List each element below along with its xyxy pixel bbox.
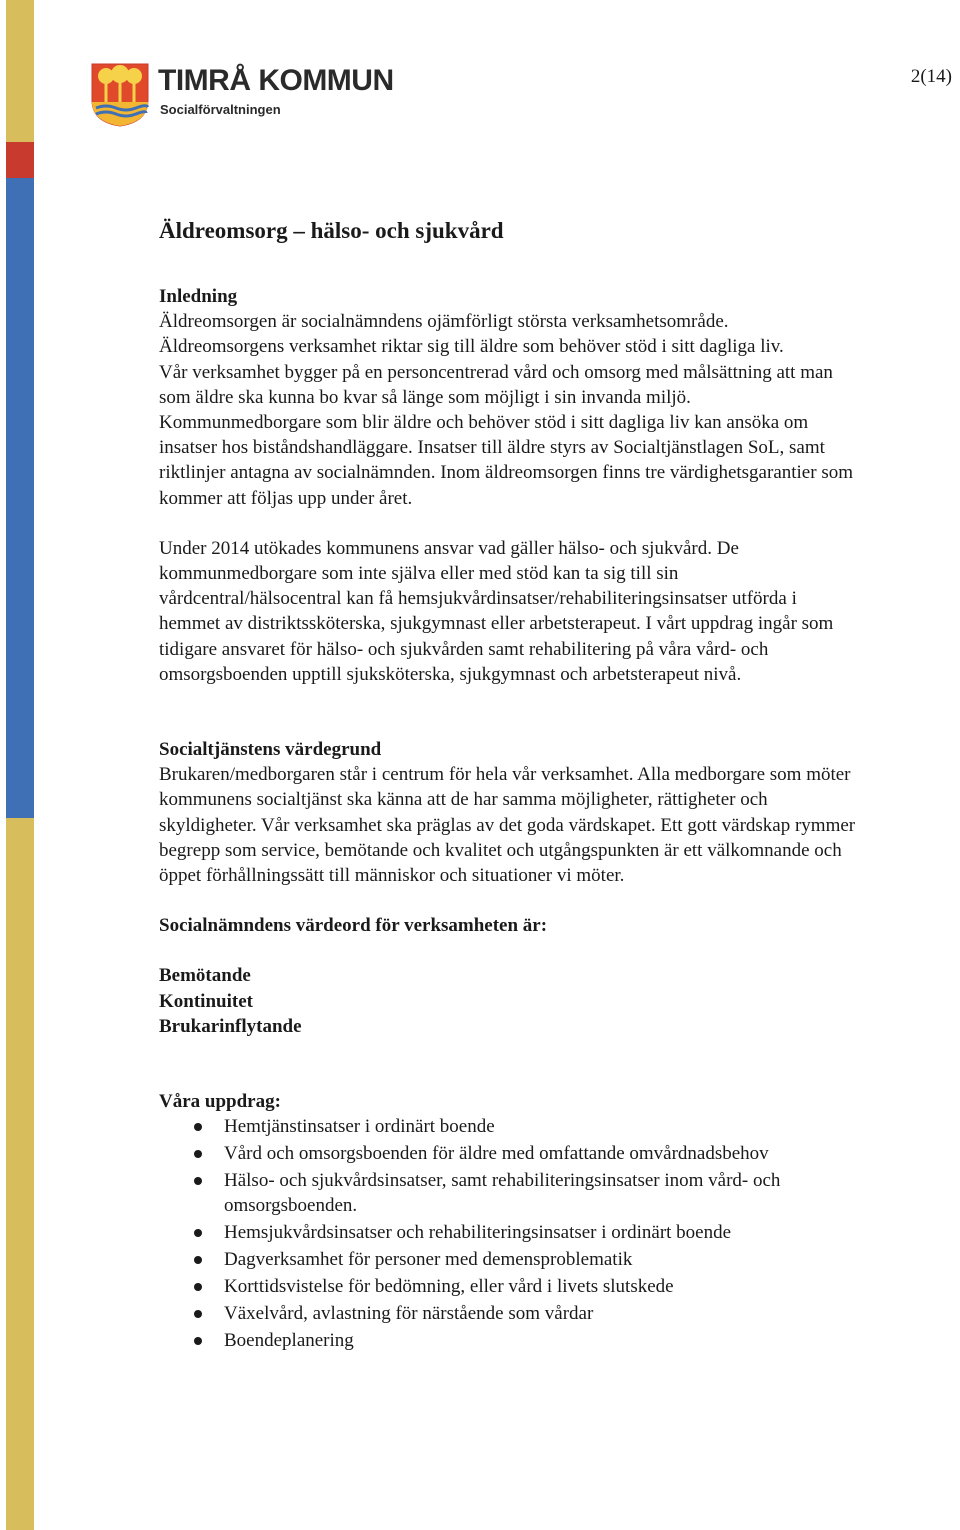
paragraph-line: hemmet av distriktssköterska, sjukgymnast eller arbetsterapeut. I vårt uppdrag ingår som: [159, 613, 834, 635]
intro-line: Äldreomsorgen är socialnämndens ojämförligt största verksamhetsområde.: [159, 311, 729, 333]
list-item: Hemtjänstinsatser i ordinärt boende: [159, 1114, 959, 1139]
intro-line: insatser hos biståndshandläggare. Insatser till äldre styrs av Socialtjänstlagen SoL, samt: [159, 437, 825, 459]
values-line: öppet förhållningssätt till människor och situationer vi möter.: [159, 865, 625, 887]
values-line: Brukaren/medborgaren står i centrum för hela vår verksamhet. Alla medborgare som möter: [159, 764, 851, 786]
bullet-icon: [194, 1229, 202, 1237]
bullet-icon: [194, 1283, 202, 1291]
values-line: skyldigheter. Vår verksamhet ska präglas av det goda värdskapet. Ett gott värdskap rymmer: [159, 814, 856, 836]
side-stripe-blue: [6, 178, 34, 818]
list-item: Korttidsvistelse för bedömning, eller vård i livets slutskede: [159, 1274, 959, 1299]
intro-line: kommer att följas upp under året.: [159, 487, 413, 509]
logo: [90, 62, 394, 128]
paragraph-line: omsorgsboenden upptill sjuksköterska, sjukgymnast och arbetsterapeut nivå.: [159, 663, 742, 685]
bullet-icon: [194, 1177, 202, 1185]
intro-line: Kommunmedborgare som blir äldre och behöver stöd i sitt dagliga liv kan ansöka om: [159, 412, 809, 434]
values-line: kommunens socialtjänst ska känna att de har samma möjligheter, rättigheter och: [159, 789, 768, 811]
paragraph-line: tidigare ansvaret för hälso- och sjukvården samt rehabilitering på våra vård- och: [159, 638, 769, 660]
bullet-icon: [194, 1337, 202, 1345]
paragraph-line: Under 2014 utökades kommunens ansvar vad gäller hälso- och sjukvård. De: [159, 537, 739, 559]
mission-list: [159, 1114, 959, 1353]
values-line: begrepp som service, bemötande och kvalitet och utgångspunkten är ett välkomnande och: [159, 839, 842, 861]
section-heading-values: Socialtjänstens värdegrund: [159, 739, 382, 761]
intro-line: Vår verksamhet bygger på en personcentrerad vård och omsorg med målsättning att man: [159, 361, 833, 383]
document-body: [159, 214, 959, 1355]
bullet-icon: [194, 1310, 202, 1318]
page-title: Äldreomsorg – hälso- och sjukvård: [159, 218, 504, 243]
bullet-icon: [194, 1150, 202, 1158]
watchword: Bemötande: [159, 965, 251, 987]
side-stripe-yellow-bottom: [6, 818, 34, 1530]
intro-line: Äldreomsorgens verksamhet riktar sig till äldre som behöver stöd i sitt dagliga liv.: [159, 336, 784, 358]
bullet-icon: [194, 1123, 202, 1131]
side-stripe-yellow-top: [6, 0, 34, 142]
watchword: Brukarinflytande: [159, 1015, 302, 1037]
paragraph-line: kommunmedborgare som inte själva eller med stöd kan ta sig till sin: [159, 563, 679, 585]
section-heading-watchwords: Socialnämndens värdeord för verksamheten är:: [159, 915, 548, 937]
bullet-icon: [194, 1256, 202, 1264]
page-number: 2(14): [910, 66, 952, 87]
list-item: Hemsjukvårdsinsatser och rehabiliteringsinsatser i ordinärt boende: [159, 1220, 959, 1245]
paragraph-line: vårdcentral/hälsocentral kan få hemsjukvårdinsatser/rehabiliteringsinsatser utförda i: [159, 588, 797, 610]
intro-line: riktlinjer antagna av socialnämnden. Inom äldreomsorgen finns tre värdighetsgarantier som: [159, 462, 853, 484]
municipality-crest-icon: [90, 62, 150, 128]
section-heading-mission: Våra uppdrag:: [159, 1091, 281, 1113]
list-item: Växelvård, avlastning för närstående som vårdar: [159, 1301, 959, 1326]
logo-name: TIMRÅ KOMMUN: [158, 64, 394, 97]
list-item: Hälso- och sjukvårdsinsatser, samt rehabiliteringsinsatser inom vård- och omsorgsboenden.: [159, 1168, 959, 1218]
list-item: Boendeplanering: [159, 1328, 959, 1353]
section-heading-intro: Inledning: [159, 286, 238, 307]
intro-line: som äldre ska kunna bo kvar så länge som möjligt i sin invanda miljö.: [159, 386, 691, 408]
list-item: Dagverksamhet för personer med demensproblematik: [159, 1247, 959, 1272]
watchword: Kontinuitet: [159, 990, 253, 1012]
side-stripe-red: [6, 142, 34, 178]
logo-subtitle: Socialförvaltningen: [160, 102, 281, 117]
list-item: Vård och omsorgsboenden för äldre med omfattande omvårdnadsbehov: [159, 1141, 959, 1166]
